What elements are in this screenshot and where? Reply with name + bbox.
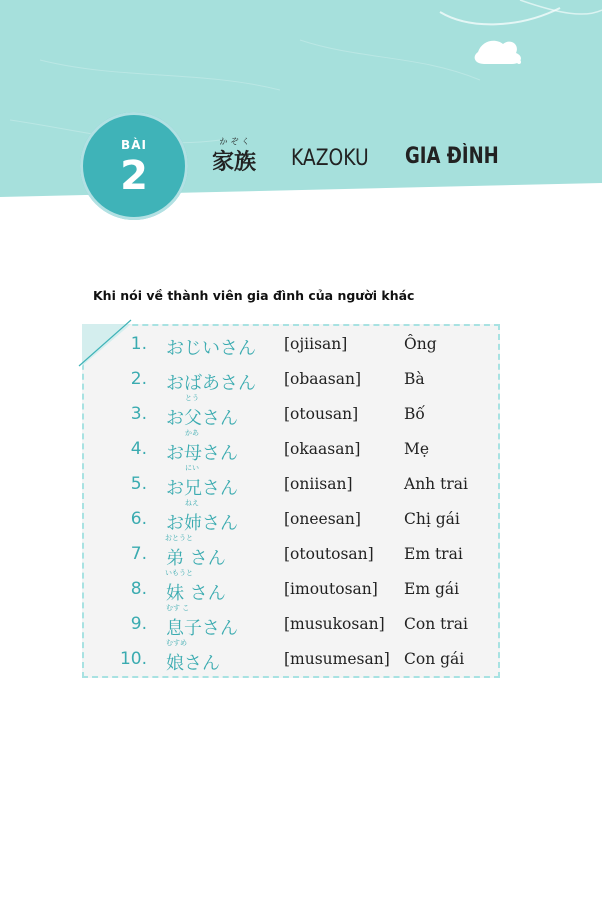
lesson-badge — [80, 112, 188, 220]
lesson-number: 2 — [120, 153, 148, 199]
vietnamese-meaning: Bố — [404, 405, 425, 423]
romaji: [okaasan] — [284, 440, 361, 458]
item-number: 7. — [130, 544, 147, 564]
japanese-word: おばあさん — [166, 373, 256, 394]
japanese-word: お母さん — [166, 443, 238, 464]
item-number: 1. — [130, 334, 147, 354]
vocab-row — [0, 606, 602, 641]
header-background — [0, 0, 602, 240]
furigana: かあ — [185, 429, 199, 437]
vietnamese-meaning: Em gái — [404, 580, 460, 598]
furigana: むす こ — [166, 604, 190, 612]
vietnamese-meaning: Em trai — [404, 545, 463, 563]
romaji: [musumesan] — [284, 650, 390, 668]
item-number: 4. — [130, 439, 147, 459]
item-number: 10. — [119, 649, 147, 669]
vocab-row — [0, 641, 602, 676]
item-number: 8. — [130, 579, 147, 599]
vietnamese-meaning: Con trai — [404, 615, 468, 633]
title-kanji: 家族 — [212, 150, 257, 175]
furigana: ねえ — [185, 499, 199, 507]
item-number: 2. — [130, 369, 147, 389]
vocab-row — [0, 501, 602, 536]
japanese-word: 娘さん — [166, 653, 220, 674]
vocab-row — [0, 466, 602, 501]
vietnamese-meaning: Mẹ — [404, 440, 430, 458]
furigana: にい — [185, 464, 199, 472]
title-romaji: KAZOKU — [291, 146, 369, 171]
japanese-word: 妹 さん — [166, 583, 226, 604]
vocab-row — [0, 571, 602, 606]
vietnamese-meaning: Anh trai — [404, 475, 468, 493]
romaji: [obaasan] — [284, 370, 362, 388]
japanese-word: お兄さん — [166, 478, 238, 499]
japanese-word: おじいさん — [166, 338, 256, 359]
romaji: [musukosan] — [284, 615, 385, 633]
vocab-row — [0, 431, 602, 466]
romaji: [otoutosan] — [284, 545, 374, 563]
japanese-word: お父さん — [166, 408, 238, 429]
title-furigana: かぞく — [219, 137, 253, 146]
romaji: [ojiisan] — [284, 335, 348, 353]
vietnamese-meaning: Ông — [404, 335, 437, 353]
romaji: [oneesan] — [284, 510, 361, 528]
section-heading: Khi nói về thành viên gia đình của người khác — [93, 288, 415, 303]
vietnamese-meaning: Chị gái — [404, 510, 460, 528]
vietnamese-meaning: Con gái — [404, 650, 465, 668]
vietnamese-meaning: Bà — [404, 370, 425, 388]
vocab-row — [0, 361, 602, 396]
romaji: [imoutosan] — [284, 580, 378, 598]
vocab-row — [0, 326, 602, 361]
vocab-row — [0, 536, 602, 571]
vocab-row — [0, 396, 602, 431]
japanese-word: お姉さん — [166, 513, 238, 534]
item-number: 5. — [130, 474, 147, 494]
item-number: 3. — [130, 404, 147, 424]
furigana: おとうと — [165, 534, 193, 542]
romaji: [oniisan] — [284, 475, 353, 493]
japanese-word: 弟 さん — [166, 548, 226, 569]
furigana: むすめ — [166, 639, 187, 647]
japanese-word: 息子さん — [166, 618, 238, 639]
romaji: [otousan] — [284, 405, 359, 423]
furigana: とう — [185, 394, 199, 402]
lesson-badge-label: BÀI — [121, 138, 147, 152]
furigana: いもうと — [165, 569, 193, 577]
title-vietnamese: GIA ĐÌNH — [405, 144, 499, 169]
item-number: 6. — [130, 509, 147, 529]
item-number: 9. — [130, 614, 147, 634]
